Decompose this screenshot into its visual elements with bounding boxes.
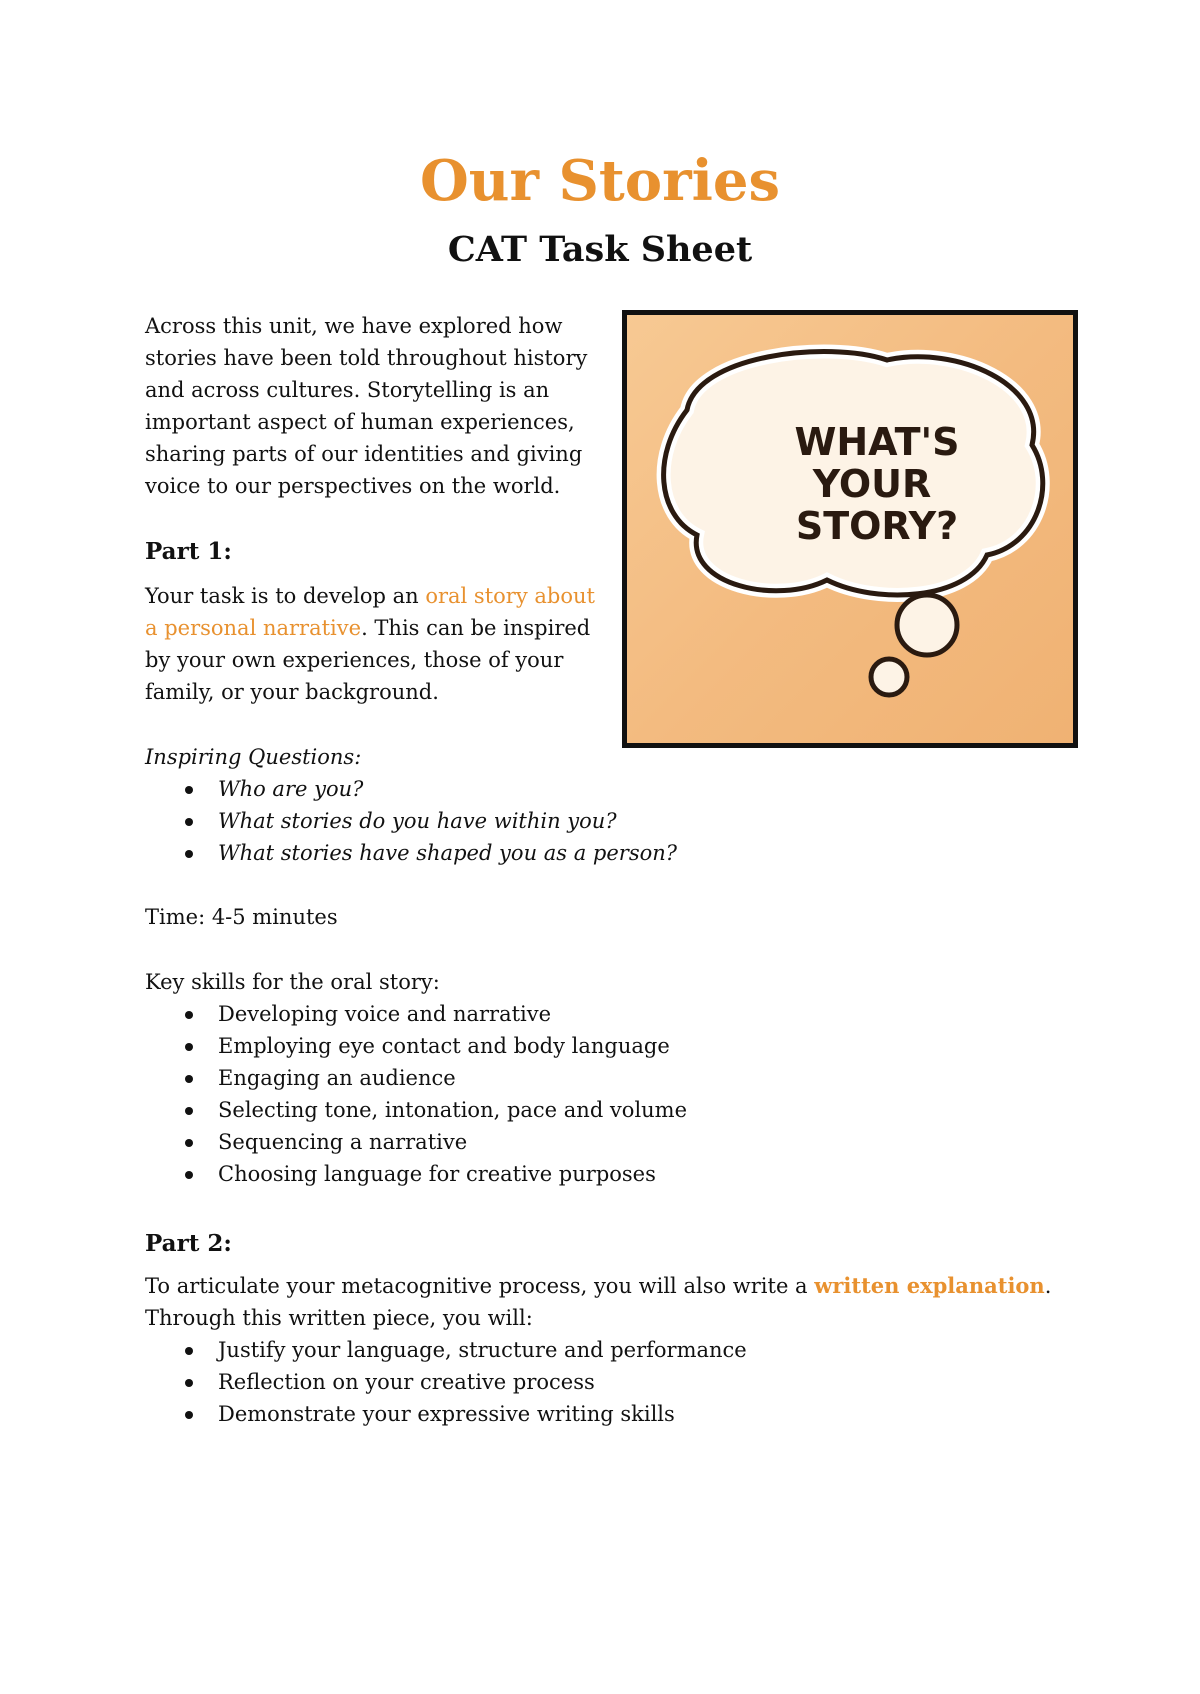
list-item: Employing eye contact and body language xyxy=(145,1030,687,1062)
part2-heading: Part 2: xyxy=(145,1230,232,1257)
part2-text-after: . Through this written piece, you will: xyxy=(145,1274,1052,1330)
part1-paragraph xyxy=(145,580,605,708)
list-item: Demonstrate your expressive writing skills xyxy=(145,1398,747,1430)
part1-text-before: Your task is to develop an xyxy=(145,584,426,608)
list-item: What stories do you have within you? xyxy=(145,805,677,837)
inspiring-questions-label: Inspiring Questions: xyxy=(145,745,362,769)
thought-bubble-illustration xyxy=(627,315,1073,743)
intro-paragraph: Across this unit, we have explored how stories have been told throughout history and across cultures. Storytelling is an important aspect of human experiences, sharing parts of our identities and giving voice to our perspectives on the world. xyxy=(145,314,588,498)
list-item: What stories have shaped you as a person? xyxy=(145,837,677,869)
list-item: Justify your language, structure and performance xyxy=(145,1334,747,1366)
list-item: Sequencing a narrative xyxy=(145,1126,687,1158)
list-item: Who are you? xyxy=(145,773,677,805)
part2-text-before: To articulate your metacognitive process, you will also write a xyxy=(145,1274,815,1298)
list-item: Selecting tone, intonation, pace and volume xyxy=(145,1094,687,1126)
key-skills-label: Key skills for the oral story: xyxy=(145,970,440,994)
list-item: Developing voice and narrative xyxy=(145,998,687,1030)
key-skills-list xyxy=(145,998,687,1190)
page-subtitle: CAT Task Sheet xyxy=(447,229,753,270)
bubble-circle-large xyxy=(897,595,957,655)
bubble-text-line3: STORY? xyxy=(795,504,959,548)
time-text: Time: 4-5 minutes xyxy=(145,905,338,929)
part1-text-after: . This can be inspired by your own experiences, those of your family, or your background. xyxy=(145,616,591,704)
part2-list xyxy=(145,1334,747,1430)
part1-heading: Part 1: xyxy=(145,538,232,565)
list-item: Reflection on your creative process xyxy=(145,1366,747,1398)
bubble-text-line2: YOUR xyxy=(812,462,932,506)
page-title: Our Stories xyxy=(419,148,781,214)
whats-your-story-image xyxy=(622,310,1078,748)
part2-paragraph xyxy=(145,1270,1105,1334)
inspiring-questions-list xyxy=(145,773,677,869)
list-item: Choosing language for creative purposes xyxy=(145,1158,687,1190)
part1-highlight: oral story about a personal narrative xyxy=(145,584,595,640)
list-item: Engaging an audience xyxy=(145,1062,687,1094)
part2-highlight: written explanation xyxy=(814,1273,1045,1298)
bubble-circle-small xyxy=(871,659,907,695)
bubble-text-line1: WHAT'S xyxy=(794,420,960,464)
